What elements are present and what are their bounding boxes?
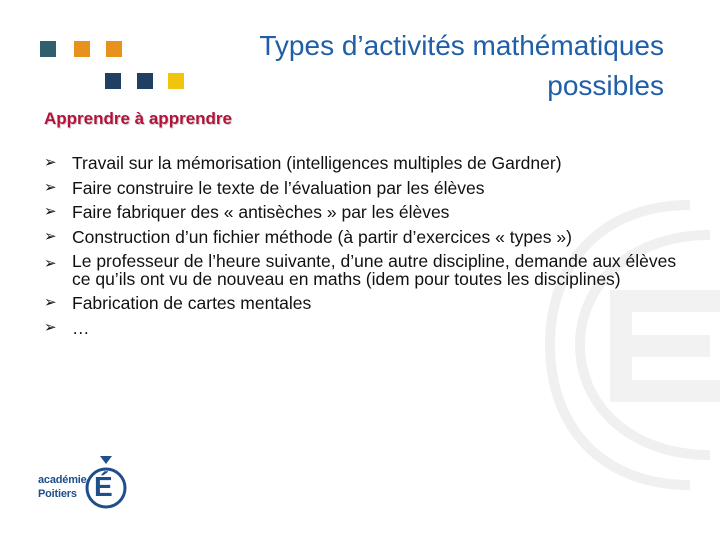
bullet-item	[44, 291, 684, 316]
arrowhead-bullet-icon: ➢	[44, 178, 57, 196]
decorative-square	[105, 73, 121, 89]
slide-subtitle: Apprendre à apprendre	[44, 109, 232, 128]
bullet-text: Construction d’un fichier méthode (à partir d’exercices « types »)	[72, 226, 572, 247]
slide-title: Types d’activités mathématiques possibles	[259, 30, 664, 101]
decorative-square	[40, 41, 56, 57]
decorative-square	[74, 41, 90, 57]
logo-line-academie: académie	[38, 474, 87, 486]
bullet-text: Fabrication de cartes mentales	[72, 293, 312, 313]
academie-poitiers-logo	[38, 452, 128, 514]
arrowhead-bullet-icon: ➢	[44, 255, 57, 272]
arrowhead-bullet-icon: ➢	[44, 203, 57, 220]
bullet-item	[44, 316, 684, 341]
bullet-item	[44, 225, 684, 250]
bullet-item	[44, 249, 684, 291]
arrowhead-bullet-icon: ➢	[44, 154, 57, 171]
bullet-list	[44, 151, 684, 340]
logo-line-poitiers: Poitiers	[38, 488, 77, 500]
bullet-item	[44, 151, 684, 176]
arrowhead-bullet-icon: ➢	[44, 318, 57, 336]
bullet-text: Faire construire le texte de l’évaluation par les élèves	[72, 177, 485, 198]
bullet-text: …	[72, 317, 90, 338]
bullet-text: Travail sur la mémorisation (intelligences multiples de Gardner)	[72, 153, 562, 173]
arrowhead-bullet-icon: ➢	[44, 227, 57, 245]
bullet-text: Le professeur de l’heure suivante, d’une autre discipline, demande aux élèves ce qu’ils ont vu de nouveau en maths (idem pour toutes les disciplines)	[72, 251, 677, 289]
bullet-text: Faire fabriquer des « antisèches » par les élèves	[72, 202, 450, 222]
arrowhead-bullet-icon: ➢	[44, 294, 57, 311]
logo-letter: É	[94, 471, 113, 502]
decorative-square	[106, 41, 122, 57]
bullet-item	[44, 176, 684, 201]
bullet-item	[44, 200, 684, 225]
